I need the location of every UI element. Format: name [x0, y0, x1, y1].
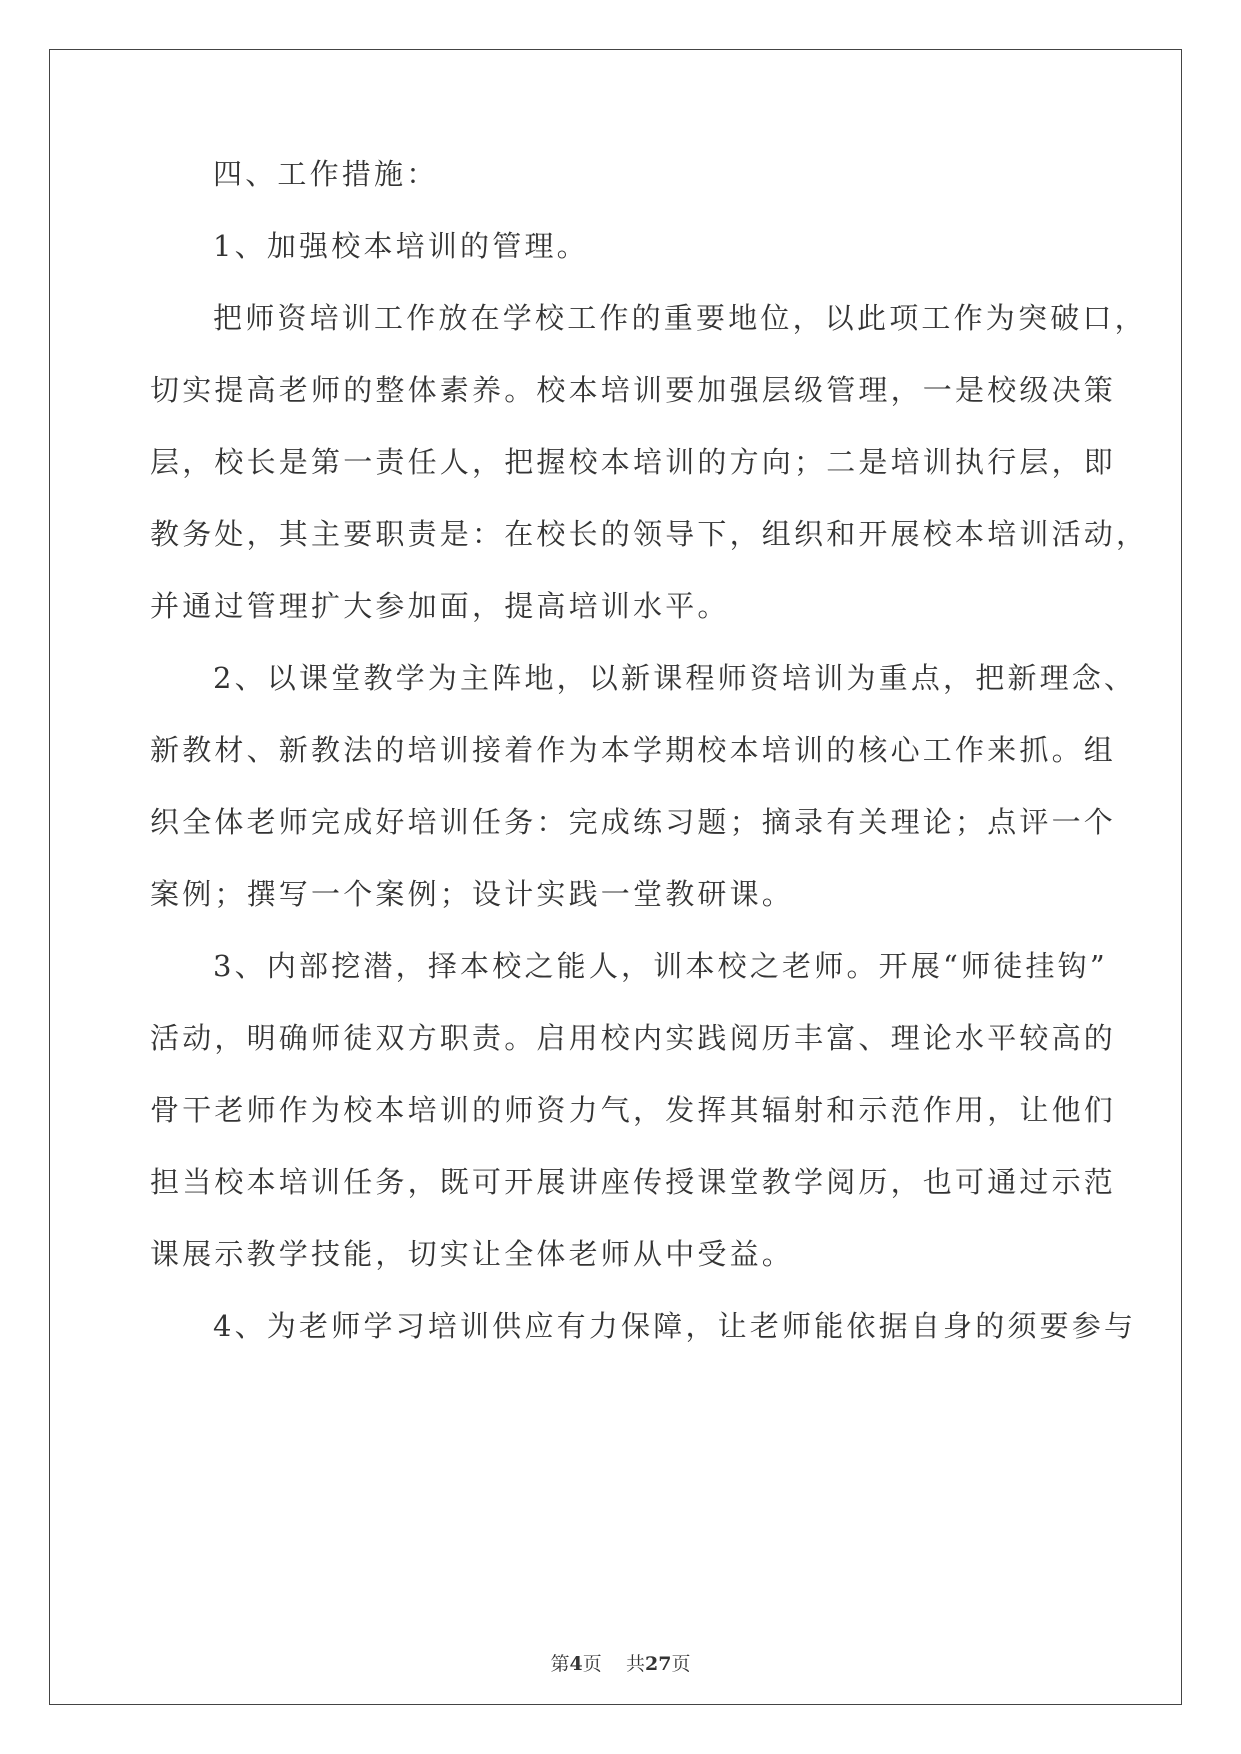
item-heading: 1、加强校本培训的管理。	[213, 229, 589, 263]
footer-prefix: 第	[550, 1653, 570, 1675]
paragraph-line: 层，校长是第一责任人，把握校本培训的方向；二是培训执行层，即	[150, 445, 1117, 479]
paragraph-line: 2、以课堂教学为主阵地，以新课程师资培训为重点，把新理念、	[213, 661, 1137, 695]
paragraph-line: 案例；撰写一个案例；设计实践一堂教研课。	[150, 877, 795, 911]
section-heading: 四、工作措施：	[213, 157, 439, 191]
footer-total-prefix: 共	[625, 1653, 645, 1675]
paragraph-line: 把师资培训工作放在学校工作的重要地位，以此项工作为突破口，	[213, 301, 1147, 335]
paragraph-line: 课展示教学技能，切实让全体老师从中受益。	[150, 1237, 795, 1271]
paragraph-line: 3、内部挖潜，择本校之能人，训本校之老师。开展“师徒挂钩”	[213, 949, 1108, 983]
paragraph-line: 担当校本培训任务，既可开展讲座传授课堂教学阅历，也可通过示范	[150, 1165, 1117, 1199]
paragraph-line: 活动，明确师徒双方职责。启用校内实践阅历丰富、理论水平较高的	[150, 1021, 1117, 1055]
page-footer	[0, 1651, 1241, 1677]
paragraph-line: 并通过管理扩大参加面，提高培训水平。	[150, 589, 730, 623]
paragraph-line: 骨干老师作为校本培训的师资力气，发挥其辐射和示范作用，让他们	[150, 1093, 1117, 1127]
total-page-count: 27	[644, 1653, 672, 1675]
paragraph-line: 4、为老师学习培训供应有力保障，让老师能依据自身的须要参与	[213, 1309, 1137, 1343]
footer-page-suffix: 页	[582, 1653, 602, 1675]
current-page-number: 4	[569, 1653, 583, 1675]
footer-total-suffix: 页	[671, 1653, 691, 1675]
paragraph-line: 新教材、新教法的培训接着作为本学期校本培训的核心工作来抓。组	[150, 733, 1117, 767]
paragraph-line: 织全体老师完成好培训任务：完成练习题；摘录有关理论；点评一个	[150, 805, 1117, 839]
paragraph-line: 切实提高老师的整体素养。校本培训要加强层级管理，一是校级决策	[150, 373, 1117, 407]
paragraph-line: 教务处，其主要职责是：在校长的领导下，组织和开展校本培训活动，	[150, 517, 1149, 551]
